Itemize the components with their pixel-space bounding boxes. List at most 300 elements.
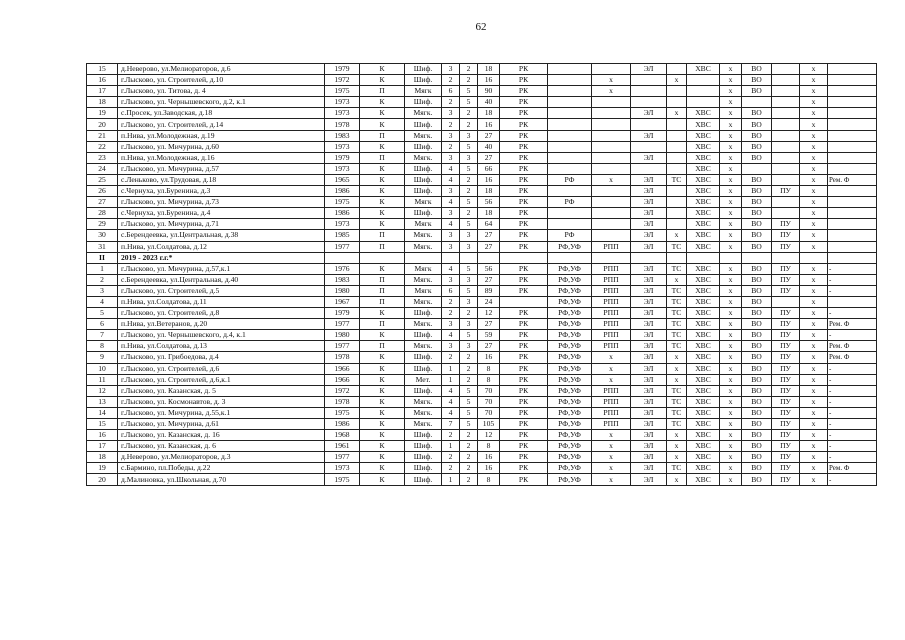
table-cell: 8 [478, 374, 500, 385]
table-cell: 1973 [325, 108, 360, 119]
table-cell: РК [500, 430, 548, 441]
table-cell: РФ,УФ [548, 463, 592, 474]
row-number-cell: 8 [87, 341, 118, 352]
table-cell: ВО [742, 330, 772, 341]
table-cell: ЭЛ [631, 186, 667, 197]
table-cell: 4 [442, 197, 460, 208]
table-cell: х [667, 374, 687, 385]
address-cell: п.Нива, ул.Солдатова, д.13 [118, 341, 325, 352]
table-cell: К [360, 64, 405, 75]
address-cell: п.Нива, ул.Солдатова, д.12 [118, 241, 325, 252]
table-cell: ЭЛ [631, 374, 667, 385]
table-cell: х [800, 452, 828, 463]
table-cell: ВО [742, 396, 772, 407]
table-cell: - [828, 396, 877, 407]
address-cell: г.Лысково, ул. Строителей, д.10 [118, 75, 325, 86]
table-cell: 3 [460, 152, 478, 163]
table-row [87, 86, 877, 97]
table-cell [548, 219, 592, 230]
table-cell: 1977 [325, 241, 360, 252]
table-row [87, 419, 877, 430]
table-cell: ХВС [687, 174, 720, 185]
table-cell: х [800, 130, 828, 141]
table-cell: 1966 [325, 363, 360, 374]
table-cell: 1968 [325, 430, 360, 441]
table-cell: Шиф. [405, 474, 442, 485]
table-cell: 7 [442, 419, 460, 430]
table-cell: х [800, 174, 828, 185]
table-cell: ТС [667, 174, 687, 185]
table-cell: Шиф. [405, 119, 442, 130]
table-cell [828, 86, 877, 97]
table-cell [548, 208, 592, 219]
table-cell [631, 86, 667, 97]
table-cell: 1978 [325, 119, 360, 130]
table-cell: х [800, 463, 828, 474]
table-cell [592, 230, 631, 241]
table-cell: 89 [478, 285, 500, 296]
table-cell: х [592, 463, 631, 474]
table-cell: ЭЛ [631, 430, 667, 441]
table-cell: Мягк. [405, 296, 442, 307]
table-cell: 2 [442, 308, 460, 319]
table-cell [828, 119, 877, 130]
table-cell: - [828, 474, 877, 485]
table-cell: х [720, 197, 742, 208]
table-cell: 5 [460, 419, 478, 430]
table-cell: 1 [442, 474, 460, 485]
address-cell: с.Берендеевка, ул.Центральная, д.40 [118, 274, 325, 285]
table-cell [742, 97, 772, 108]
table-cell: РПП [592, 385, 631, 396]
table-cell: ПУ [772, 441, 800, 452]
table-cell: 1 [442, 441, 460, 452]
table-cell: РФ,УФ [548, 419, 592, 430]
table-cell: 3 [442, 186, 460, 197]
table-row [87, 385, 877, 396]
table-cell [592, 152, 631, 163]
table-row [87, 152, 877, 163]
table-cell: ПУ [772, 230, 800, 241]
table-cell: Мягк [405, 86, 442, 97]
row-number-cell: 2 [87, 274, 118, 285]
table-cell: К [360, 308, 405, 319]
table-cell: ТС [667, 396, 687, 407]
row-number-cell: 10 [87, 363, 118, 374]
table-cell: Рем. Ф [828, 174, 877, 185]
table-cell: ХВС [687, 108, 720, 119]
table-cell: ХВС [687, 407, 720, 418]
table-cell: ЭЛ [631, 64, 667, 75]
table-cell: ПУ [772, 219, 800, 230]
table-cell: ХВС [687, 330, 720, 341]
table-cell: 5 [460, 330, 478, 341]
table-cell: Рем. Ф [828, 341, 877, 352]
table-cell [667, 252, 687, 263]
table-cell: х [720, 219, 742, 230]
table-cell: 5 [460, 396, 478, 407]
table-cell: х [720, 174, 742, 185]
table-cell [687, 252, 720, 263]
table-cell [828, 296, 877, 307]
table-cell: К [360, 208, 405, 219]
table-cell: 16 [478, 463, 500, 474]
table-cell [828, 163, 877, 174]
table-cell: х [800, 152, 828, 163]
table-cell: х [720, 296, 742, 307]
table-cell [548, 252, 592, 263]
table-cell: х [667, 274, 687, 285]
table-cell: ЭЛ [631, 296, 667, 307]
table-row [87, 308, 877, 319]
table-cell: ХВС [687, 285, 720, 296]
table-cell: 3 [460, 241, 478, 252]
table-cell: х [667, 108, 687, 119]
table-cell: Мягк. [405, 108, 442, 119]
table-cell [687, 97, 720, 108]
table-cell: П [360, 274, 405, 285]
table-cell: 3 [442, 241, 460, 252]
table-cell [772, 97, 800, 108]
table-cell: 5 [460, 263, 478, 274]
table-cell: х [800, 285, 828, 296]
table-cell: 2 [460, 64, 478, 75]
table-cell: Шиф. [405, 174, 442, 185]
table-cell: - [828, 308, 877, 319]
table-cell: х [800, 341, 828, 352]
table-row [87, 208, 877, 219]
table-cell [667, 186, 687, 197]
table-cell [742, 163, 772, 174]
table-cell: ХВС [687, 64, 720, 75]
table-cell: П [360, 341, 405, 352]
table-cell: 1975 [325, 474, 360, 485]
table-cell: 4 [442, 396, 460, 407]
table-cell: 3 [442, 64, 460, 75]
table-cell: П [360, 86, 405, 97]
table-cell: х [720, 474, 742, 485]
table-cell: ЭЛ [631, 263, 667, 274]
table-cell: х [667, 441, 687, 452]
table-cell [500, 296, 548, 307]
table-cell: 1973 [325, 141, 360, 152]
table-cell: РФ,УФ [548, 474, 592, 485]
table-cell: ПУ [772, 285, 800, 296]
table-cell: РК [500, 341, 548, 352]
table-cell: 8 [478, 474, 500, 485]
table-cell [772, 197, 800, 208]
table-cell: ВО [742, 385, 772, 396]
table-cell: 2 [460, 186, 478, 197]
table-cell: Шиф. [405, 385, 442, 396]
table-cell: ЭЛ [631, 407, 667, 418]
table-cell [828, 230, 877, 241]
row-number-cell: II [87, 252, 118, 263]
table-cell: 1976 [325, 263, 360, 274]
address-cell: г.Лысково, ул. Мичурина, д.73 [118, 197, 325, 208]
table-cell: РК [500, 86, 548, 97]
table-cell: ВО [742, 241, 772, 252]
table-cell: х [720, 463, 742, 474]
address-cell: г.Лысково, ул. Грибоедова, д.4 [118, 352, 325, 363]
table-cell: 1979 [325, 152, 360, 163]
table-cell: ВО [742, 430, 772, 441]
table-cell: х [720, 274, 742, 285]
table-cell: х [720, 119, 742, 130]
table-cell: х [720, 430, 742, 441]
table-row [87, 474, 877, 485]
table-cell: ПУ [772, 352, 800, 363]
table-cell [720, 252, 742, 263]
table-cell: ВО [742, 64, 772, 75]
table-cell: ВО [742, 374, 772, 385]
table-cell: 4 [442, 407, 460, 418]
table-cell: 70 [478, 407, 500, 418]
table-cell: К [360, 374, 405, 385]
table-cell: х [667, 452, 687, 463]
table-cell [592, 197, 631, 208]
table-cell: х [720, 130, 742, 141]
table-cell: 2 [460, 308, 478, 319]
address-cell: г.Лысково, ул. Мичурина, д.60 [118, 141, 325, 152]
table-cell [772, 296, 800, 307]
table-cell: ЭЛ [631, 152, 667, 163]
table-row [87, 407, 877, 418]
table-cell: РФ,УФ [548, 308, 592, 319]
table-cell: ЭЛ [631, 285, 667, 296]
table-cell: РК [500, 263, 548, 274]
table-cell: ЭЛ [631, 274, 667, 285]
table-cell: 3 [460, 319, 478, 330]
table-cell: - [828, 363, 877, 374]
table-cell: РК [500, 374, 548, 385]
table-cell: К [360, 174, 405, 185]
table-cell: 1977 [325, 341, 360, 352]
table-cell: 4 [442, 330, 460, 341]
table-cell [828, 197, 877, 208]
table-cell: х [720, 374, 742, 385]
table-cell: Мягк [405, 197, 442, 208]
table-cell: 70 [478, 385, 500, 396]
table-cell: ЭЛ [631, 441, 667, 452]
table-cell: ХВС [687, 163, 720, 174]
table-cell [772, 141, 800, 152]
address-cell: г.Лысково, ул. Чернышевского, д.2, к.1 [118, 97, 325, 108]
table-cell: РФ,УФ [548, 430, 592, 441]
table-cell: РПП [592, 319, 631, 330]
table-cell: 40 [478, 141, 500, 152]
table-cell: х [800, 374, 828, 385]
table-cell: РК [500, 463, 548, 474]
table-cell: 6 [442, 86, 460, 97]
table-cell: - [828, 385, 877, 396]
table-cell: ВО [742, 108, 772, 119]
table-cell: 1986 [325, 208, 360, 219]
table-cell: 2 [460, 174, 478, 185]
table-cell: 27 [478, 241, 500, 252]
table-cell: 1979 [325, 308, 360, 319]
table-cell: 1972 [325, 385, 360, 396]
table-cell: 12 [478, 308, 500, 319]
table-cell: ТС [667, 463, 687, 474]
address-cell: г.Лысково, ул. Строителей, д.14 [118, 119, 325, 130]
table-cell [478, 252, 500, 263]
table-cell: 3 [442, 319, 460, 330]
table-cell: РК [500, 241, 548, 252]
table-cell: ХВС [687, 308, 720, 319]
table-cell: 5 [460, 141, 478, 152]
table-cell: РК [500, 452, 548, 463]
table-cell [592, 219, 631, 230]
table-cell: 18 [478, 64, 500, 75]
table-cell: х [720, 263, 742, 274]
table-cell: РК [500, 441, 548, 452]
table-cell: - [828, 263, 877, 274]
table-cell: 5 [460, 86, 478, 97]
table-cell: х [800, 441, 828, 452]
row-number-cell: 30 [87, 230, 118, 241]
row-number-cell: 27 [87, 197, 118, 208]
table-cell: ВО [742, 474, 772, 485]
address-cell: г.Лысково, ул. Чернышевского, д.4, к.1 [118, 330, 325, 341]
address-cell: с.Берендеевка, ул.Центральная, д.38 [118, 230, 325, 241]
table-cell: К [360, 141, 405, 152]
table-row [87, 64, 877, 75]
table-cell: 4 [442, 263, 460, 274]
table-cell: РФ,УФ [548, 241, 592, 252]
table-cell: х [720, 108, 742, 119]
table-cell: 18 [478, 186, 500, 197]
table-cell: 27 [478, 130, 500, 141]
table-cell: РК [500, 396, 548, 407]
table-cell [548, 108, 592, 119]
table-cell: ВО [742, 186, 772, 197]
table-cell: К [360, 419, 405, 430]
table-cell: РФ [548, 174, 592, 185]
table-cell: ПУ [772, 363, 800, 374]
table-cell: 1961 [325, 441, 360, 452]
table-cell [742, 252, 772, 263]
table-cell: х [592, 441, 631, 452]
table-cell: Шиф. [405, 430, 442, 441]
table-cell: ВО [742, 152, 772, 163]
table-cell: П [360, 130, 405, 141]
table-cell: х [800, 385, 828, 396]
table-cell: 2 [460, 374, 478, 385]
table-cell: 3 [442, 274, 460, 285]
table-cell: РФ,УФ [548, 385, 592, 396]
table-cell: ЭЛ [631, 241, 667, 252]
table-cell [667, 64, 687, 75]
page-number: 62 [475, 21, 487, 33]
table-cell: РПП [592, 308, 631, 319]
table-cell: ПУ [772, 396, 800, 407]
table-cell [631, 141, 667, 152]
address-cell: г.Лысково, ул. Мичурина, д.71 [118, 219, 325, 230]
table-cell: Мягк. [405, 230, 442, 241]
table-cell: х [720, 163, 742, 174]
table-cell: 1973 [325, 97, 360, 108]
table-cell: Шиф. [405, 463, 442, 474]
table-cell: х [800, 308, 828, 319]
address-cell: п.Нива, ул.Солдатова, д.11 [118, 296, 325, 307]
table-cell: РК [500, 208, 548, 219]
table-cell: 18 [478, 108, 500, 119]
table-cell: 1977 [325, 319, 360, 330]
table-cell: РК [500, 75, 548, 86]
table-row [87, 374, 877, 385]
table-cell: х [800, 97, 828, 108]
table-cell: 3 [460, 130, 478, 141]
table-cell: ВО [742, 296, 772, 307]
table-cell: ЭЛ [631, 230, 667, 241]
address-cell: г.Лысково, ул. Казанская, д. 5 [118, 385, 325, 396]
table-cell: 1978 [325, 396, 360, 407]
table-cell: РК [500, 407, 548, 418]
table-cell: РК [500, 352, 548, 363]
address-cell: г.Лысково, ул. Казанская, д. 16 [118, 430, 325, 441]
table-cell: 5 [460, 285, 478, 296]
table-cell: 2 [460, 352, 478, 363]
table-cell: 5 [460, 385, 478, 396]
table-cell: х [592, 430, 631, 441]
table-cell: х [800, 197, 828, 208]
table-cell: х [800, 208, 828, 219]
row-number-cell: 29 [87, 219, 118, 230]
row-number-cell: 12 [87, 385, 118, 396]
table-cell: - [828, 374, 877, 385]
table-cell: 3 [460, 230, 478, 241]
table-cell: Шиф. [405, 141, 442, 152]
table-cell: х [800, 352, 828, 363]
table-row [87, 230, 877, 241]
table-cell: ПУ [772, 419, 800, 430]
table-cell: ЭЛ [631, 385, 667, 396]
table-cell: 1975 [325, 407, 360, 418]
table-cell: ВО [742, 285, 772, 296]
table-cell: - [828, 407, 877, 418]
table-cell [460, 252, 478, 263]
table-cell: ПУ [772, 341, 800, 352]
table-cell: ПУ [772, 385, 800, 396]
table-cell: РК [500, 419, 548, 430]
table-cell: 1973 [325, 463, 360, 474]
address-cell: с.Бармино, пл.Победы, д.22 [118, 463, 325, 474]
table-cell: х [720, 141, 742, 152]
table-cell: ВО [742, 308, 772, 319]
table-cell [548, 119, 592, 130]
table-cell: 27 [478, 319, 500, 330]
table-cell: 6 [442, 285, 460, 296]
table-cell: Шиф. [405, 64, 442, 75]
table-cell [667, 219, 687, 230]
table-cell: ТС [667, 241, 687, 252]
table-cell: К [360, 197, 405, 208]
table-cell: РФ,УФ [548, 396, 592, 407]
table-cell: х [720, 285, 742, 296]
table-cell: К [360, 463, 405, 474]
table-cell: х [720, 341, 742, 352]
table-cell: К [360, 263, 405, 274]
table-cell [592, 252, 631, 263]
table-cell: Мет. [405, 374, 442, 385]
table-row [87, 463, 877, 474]
table-cell: 27 [478, 274, 500, 285]
table-row [87, 352, 877, 363]
table-cell: 2 [442, 141, 460, 152]
table-row [87, 296, 877, 307]
table-cell: ХВС [687, 352, 720, 363]
